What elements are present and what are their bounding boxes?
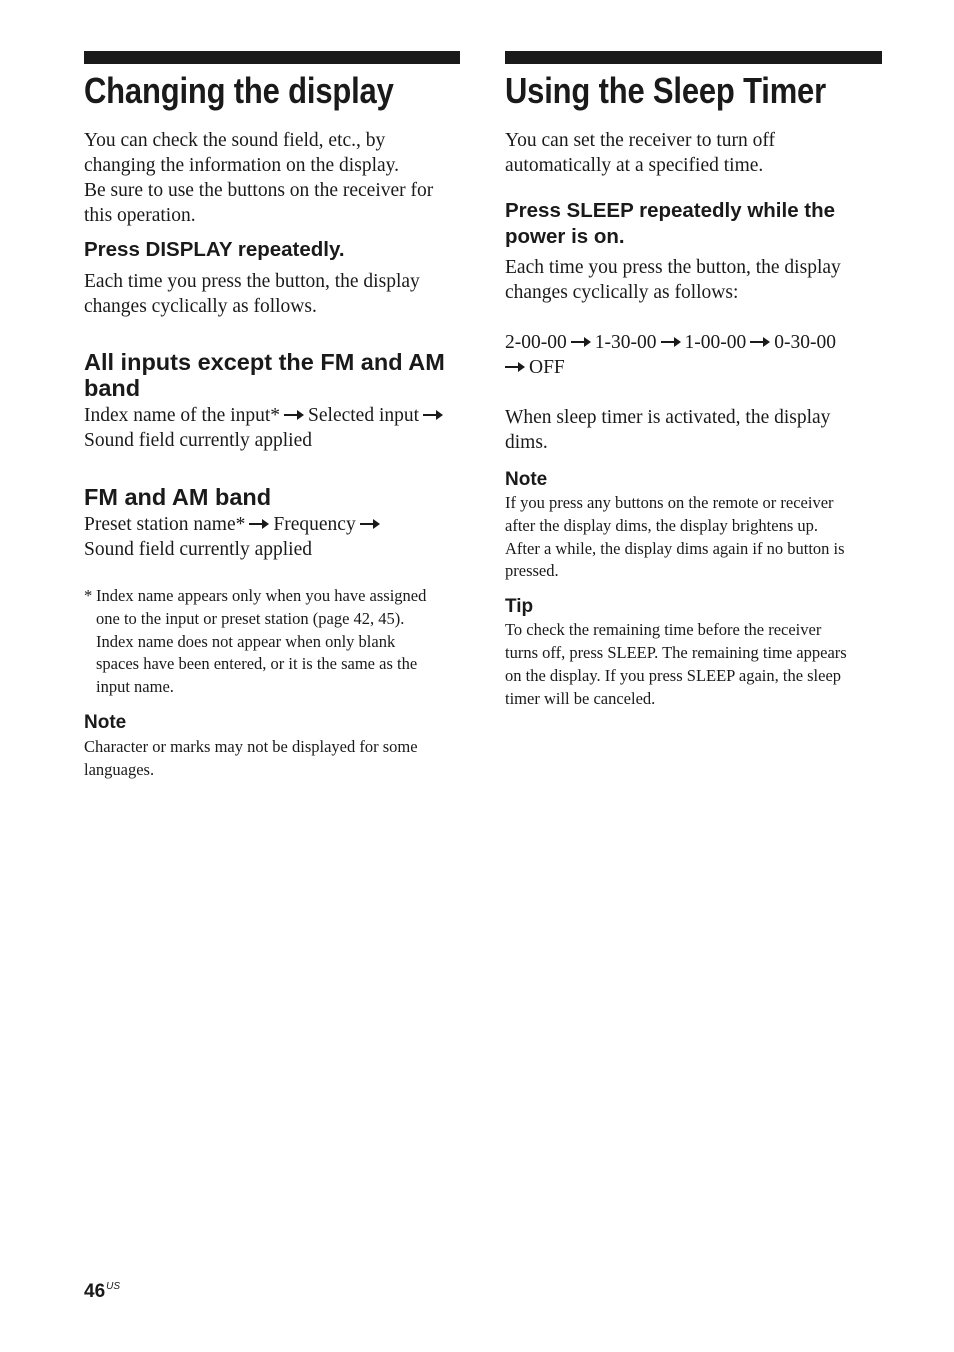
- right-arrow-icon: [661, 337, 681, 347]
- intro-paragraph: [84, 128, 460, 228]
- section-title-sleep-timer: Using the Sleep Timer: [505, 70, 826, 111]
- text-line: on the display. If you press SLEEP again, the sleep: [505, 665, 842, 685]
- note-heading: Note: [84, 711, 127, 733]
- text-line: one to the input or preset station (page 42, 45).: [96, 608, 405, 628]
- subheading-fm-am: FM and AM band: [84, 484, 272, 510]
- footnote-mark: *: [84, 586, 93, 605]
- instruction-heading: [505, 198, 882, 250]
- right-arrow-icon: [249, 519, 269, 529]
- text-line: You can check the sound field, etc., by: [84, 130, 386, 151]
- subheading-all-inputs: [84, 349, 460, 401]
- activated-paragraph: [505, 405, 882, 455]
- page-number: [84, 1281, 120, 1303]
- page-region-label: US: [106, 1281, 121, 1292]
- sequence-all-inputs: [84, 403, 460, 453]
- right-arrow-icon: [360, 519, 380, 529]
- instruction-paragraph: [84, 269, 460, 319]
- footnote-text: [96, 585, 460, 699]
- text-line: changes cyclically as follows:: [505, 282, 739, 303]
- sequence-item: 2-00-00: [505, 332, 567, 353]
- sequence-item: Index name of the input*: [84, 405, 281, 426]
- text-line: after the display dims, the display brightens up.: [505, 515, 818, 535]
- sequence-item: Selected input: [308, 405, 420, 426]
- text-line: When sleep timer is activated, the display: [505, 407, 831, 428]
- text-line: automatically at a specified time.: [505, 155, 764, 176]
- text-line: To check the remaining time before the receiver: [505, 620, 822, 640]
- left-column: [84, 51, 460, 782]
- sequence-fm-am: [84, 512, 460, 562]
- text-line: Be sure to use the buttons on the receiver for: [84, 180, 434, 201]
- note-text: [505, 492, 882, 583]
- text-line: dims.: [505, 432, 548, 453]
- text-line: pressed.: [505, 561, 559, 581]
- text-line: Index name appears only when you have assigned: [96, 586, 427, 605]
- instruction-heading: Press DISPLAY repeatedly.: [84, 238, 345, 261]
- footnote: [84, 585, 460, 699]
- right-column: [505, 51, 882, 710]
- sequence-item: Sound field currently applied: [84, 430, 312, 451]
- tip-heading: Tip: [505, 596, 534, 618]
- right-arrow-icon: [505, 362, 525, 372]
- text-line: this operation.: [84, 205, 196, 226]
- text-line: If you press any buttons on the remote or receiver: [505, 493, 834, 512]
- tip-text: [505, 619, 882, 710]
- text-line: Each time you press the button, the display: [505, 257, 841, 278]
- text-line: timer will be canceled.: [505, 688, 656, 708]
- sequence-item: 0-30-00: [774, 332, 836, 353]
- text-line: changes cyclically as follows.: [84, 296, 317, 317]
- section-title-changing-display: Changing the display: [84, 70, 394, 111]
- sequence-item: Preset station name*: [84, 514, 246, 535]
- text-line: Index name does not appear when only blank: [96, 631, 396, 651]
- text-line: power is on.: [505, 225, 625, 248]
- sleep-sequence: [505, 330, 882, 380]
- section-rule: [505, 51, 882, 64]
- sequence-item: OFF: [529, 357, 565, 378]
- text-line: turns off, press SLEEP. The remaining time appears: [505, 642, 847, 662]
- note-text: [84, 736, 460, 782]
- text-line: Character or marks may not be displayed for some: [84, 736, 418, 756]
- page-number-value: 46: [84, 1281, 106, 1302]
- text-line: band: [84, 375, 141, 401]
- sequence-item: Frequency: [273, 514, 356, 535]
- text-line: spaces have been entered, or it is the same as the: [96, 654, 418, 674]
- right-arrow-icon: [284, 410, 304, 420]
- text-line: languages.: [84, 759, 155, 779]
- right-arrow-icon: [750, 337, 770, 347]
- text-line: input name.: [96, 677, 174, 697]
- sequence-item: 1-00-00: [684, 332, 747, 353]
- text-line: Each time you press the button, the display: [84, 271, 420, 292]
- instruction-paragraph: [505, 255, 882, 305]
- text-line: All inputs except the FM and AM: [84, 349, 445, 375]
- text-line: After a while, the display dims again if no button is: [505, 538, 845, 558]
- text-line: You can set the receiver to turn off: [505, 130, 776, 151]
- right-arrow-icon: [571, 337, 591, 347]
- sequence-item: Sound field currently applied: [84, 539, 312, 560]
- text-line: Press SLEEP repeatedly while the: [505, 199, 836, 222]
- note-heading: Note: [505, 469, 548, 490]
- sequence-item: 1-30-00: [594, 332, 657, 353]
- right-arrow-icon: [423, 410, 443, 420]
- intro-paragraph: [505, 128, 882, 178]
- text-line: changing the information on the display.: [84, 155, 399, 176]
- section-rule: [84, 51, 460, 64]
